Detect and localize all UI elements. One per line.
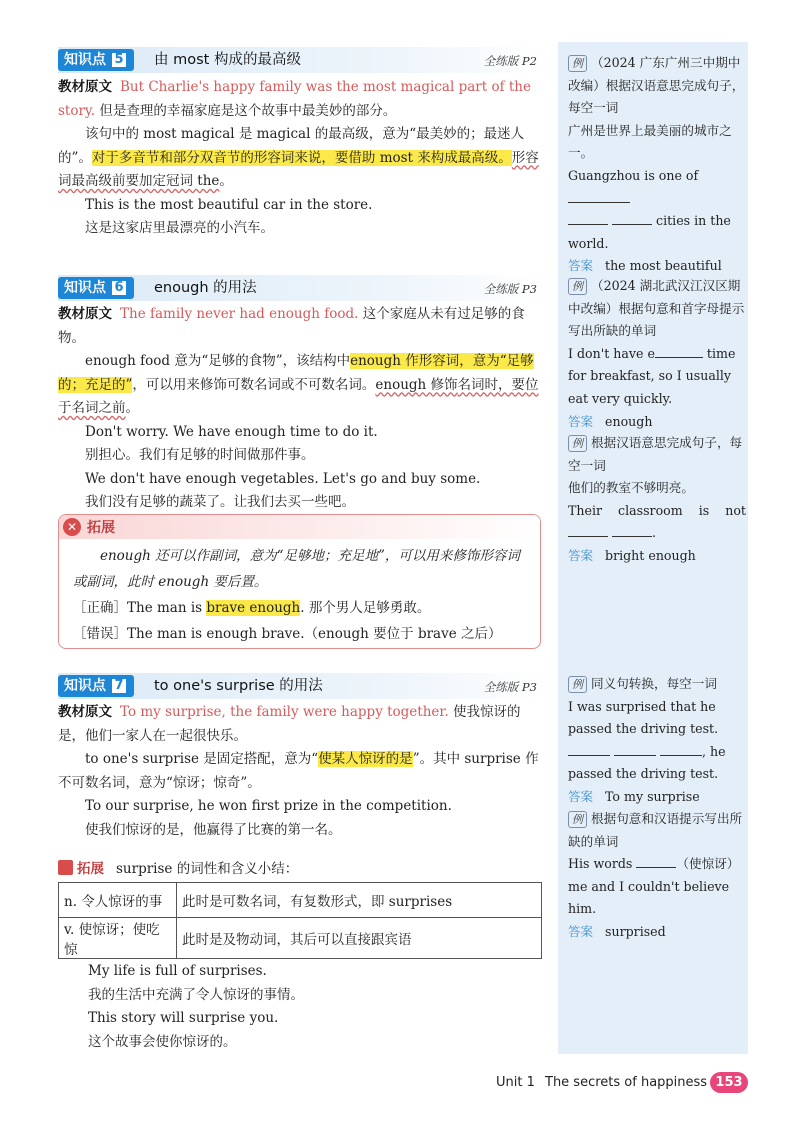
example-english: To our surprise, he won first prize in the competition. xyxy=(85,798,452,814)
exercise-source: 例 根据汉语意思完成句子，每空一词 xyxy=(568,435,743,473)
correct-example: ［正确］The man is brave enough. 那个男人足够勇敢。 xyxy=(73,600,431,616)
source-line xyxy=(58,76,543,123)
section-number: 5 xyxy=(110,51,128,69)
knowledge-point-badge: 知识点 6 xyxy=(58,277,134,299)
section-title: to one's surprise 的用法 xyxy=(154,678,323,694)
source-english: But Charlie's happy family was the most magical part of the story. xyxy=(58,79,531,119)
example-english: We don't have enough vegetables. Let's go and buy some. xyxy=(85,470,481,487)
exercise-source: 例 根据句意和汉语提示写出所缺的单词 xyxy=(568,811,743,849)
source-label: 教材原文 xyxy=(58,79,112,95)
example-tag: 例 xyxy=(568,811,587,828)
highlight-rule: enough 作形容词，意为“足够的；充足的” xyxy=(58,353,534,393)
extension-2-examples xyxy=(58,960,543,1054)
desc-cell: 此时是可数名词，有复数形式，即 surprises xyxy=(177,883,542,918)
extension-header xyxy=(59,515,540,539)
section-reference: 全练版 P2 xyxy=(483,54,537,68)
surprise-summary-table xyxy=(58,882,542,959)
wrong-example: ［错误］The man is enough brave.（enough 要位于 brave 之后） xyxy=(73,626,502,642)
highlight-rule: 使某人惊讶的是 xyxy=(318,751,413,767)
pos-cell: n. 令人惊讶的事 xyxy=(59,883,177,918)
exercise-source: 例 （2024 广东广州三中期中改编）根据汉语意思完成句子，每空一词 xyxy=(568,55,745,116)
desc-cell: 此时是及物动词，其后可以直接跟宾语 xyxy=(177,918,542,959)
source-chinese: 这个家庭从未有过足够的食物。 xyxy=(58,306,525,346)
answer-label: 答案 xyxy=(568,788,594,804)
wavy-rule: 形容词最高级前要加定冠词 the xyxy=(58,149,539,189)
section-number: 7 xyxy=(110,677,128,695)
source-label: 教材原文 xyxy=(58,704,112,720)
source-line xyxy=(58,303,543,350)
exercise-english: I was surprised that he passed the driving test. xyxy=(568,698,719,737)
exercise-1 xyxy=(568,52,746,278)
extension-box xyxy=(58,514,541,649)
footer-title: The secrets of happiness xyxy=(545,1075,708,1090)
table-row xyxy=(59,918,542,959)
wrong-tag: ［错误］ xyxy=(73,626,127,642)
answer-blank[interactable] xyxy=(655,344,703,358)
wavy-rule: 名词时，要位于名词之前 xyxy=(58,376,539,416)
source-chinese: 使我惊讶的是，他们一家人在一起很快乐。 xyxy=(58,704,521,744)
example-chinese: 这个故事会使你惊讶的。 xyxy=(88,1033,237,1050)
exercise-blanks: , he passed the driving test. xyxy=(568,743,726,782)
explanation: enough food 意为“足够的食物”，该结构中enough 作形容词，意为“足够的；充足的”，可以用来修饰可数名词或不可数名词。enough 修饰名词时，要位于名词之前。 xyxy=(58,353,539,416)
exercise-source: 例 同义句转换，每空一词 xyxy=(568,673,746,696)
exercise-english: Their classroom is not xyxy=(568,502,746,518)
wavy-rule: enough 修饰 xyxy=(375,376,458,393)
answer-blank[interactable] xyxy=(660,742,702,756)
example-chinese: 我的生活中充满了令人惊讶的事情。 xyxy=(88,986,304,1003)
answer-blank[interactable] xyxy=(614,742,656,756)
extension-intro: surprise 的词性和含义小结： xyxy=(116,861,299,877)
exercise-answer: 答案 surprised xyxy=(568,923,666,939)
source-english: The family never had enough food. xyxy=(120,306,359,322)
section-number: 6 xyxy=(110,279,128,297)
answer-blank[interactable] xyxy=(612,211,652,225)
answer-label: 答案 xyxy=(568,547,594,563)
section-5-header xyxy=(58,47,543,73)
section-7-header xyxy=(58,673,543,699)
exercise-source: 例 （2024 湖北武汉江汉区期中改编）根据句意和首字母提示写出所缺的单词 xyxy=(568,278,745,339)
section-7-body xyxy=(58,701,543,842)
extension-icon: ✕ xyxy=(63,518,81,536)
hint: （使惊讶） xyxy=(676,856,740,872)
source-chinese: 但是查理的幸福家庭是这个故事中最美妙的部分。 xyxy=(99,102,397,119)
answer-label: 答案 xyxy=(568,413,594,429)
source-line xyxy=(58,701,543,748)
example-tag: 例 xyxy=(568,676,587,693)
example-chinese: 这是这家店里最漂亮的小汽车。 xyxy=(85,220,274,236)
example-chinese: 别担心。我们有足够的时间做那件事。 xyxy=(85,447,315,463)
exercise-english: I don't have e time for breakfast, so I usually eat very quickly. xyxy=(568,345,736,406)
exercise-blanks: . xyxy=(568,522,746,545)
highlight-phrase: brave enough xyxy=(206,600,301,616)
answer-label: 答案 xyxy=(568,258,594,274)
example-english: My life is full of surprises. xyxy=(88,963,267,979)
example-tag: 例 xyxy=(568,55,587,72)
table-row xyxy=(59,883,542,918)
example-chinese: 我们没有足够的蔬菜了。让我们去买一些吧。 xyxy=(85,494,355,510)
section-title: 由 most 构成的最高级 xyxy=(154,52,301,68)
extension-title: 拓展 xyxy=(77,861,104,877)
exercise-chinese: 广州是世界上最美丽的城市之一。 xyxy=(568,122,732,161)
answer-blank[interactable] xyxy=(568,742,610,756)
section-reference: 全练版 P3 xyxy=(483,680,537,694)
extension-icon xyxy=(58,860,73,875)
exercise-english: Guangzhou is one of xyxy=(568,165,746,210)
example-english: This is the most beautiful car in the store. xyxy=(85,196,373,213)
knowledge-point-badge: 知识点 5 xyxy=(58,49,134,71)
section-6-header xyxy=(58,275,543,301)
section-5-body xyxy=(58,76,543,241)
exercise-2 xyxy=(568,275,746,433)
exercise-answer: 答案 enough xyxy=(568,413,653,429)
example-tag: 例 xyxy=(568,435,587,452)
exercise-english: His words （使惊讶） me and I couldn't believe him. xyxy=(568,856,740,917)
exercise-3 xyxy=(568,432,746,568)
exercise-4 xyxy=(568,673,746,809)
example-tag: 例 xyxy=(568,278,587,295)
exercise-answer: 答案 To my surprise xyxy=(568,788,700,804)
exercise-chinese: 他们的教室不够明亮。 xyxy=(568,480,694,496)
exercise-english-cont: cities in the world. xyxy=(568,213,731,251)
answer-label: 答案 xyxy=(568,923,594,939)
example-chinese: 使我们惊讶的是，他赢得了比赛的第一名。 xyxy=(85,821,342,838)
answer-blank[interactable] xyxy=(612,523,652,537)
section-6-body xyxy=(58,303,543,515)
extension-title: 拓展 xyxy=(87,520,115,536)
source-english: To my surprise, the family were happy together. xyxy=(120,704,449,720)
explanation: 该句中的 most magical 是 magical 的最高级，意为“最美妙的；最迷人的”。对于多音节和部分双音节的形容词来说，要借助 most 来构成最高级。形容词最高级前要加定冠词 the。 xyxy=(58,126,539,189)
extension-body xyxy=(73,543,533,647)
source-label: 教材原文 xyxy=(58,306,112,322)
extension-text: enough 还可以作副词，意为“足够地；充足地”，可以用来修饰形容词或副词，此时 enough 要后置。 xyxy=(73,548,520,590)
section-reference: 全练版 P3 xyxy=(483,282,537,296)
exercise-answer: 答案 bright enough xyxy=(568,547,696,563)
exercise-answer: 答案 the most beautiful xyxy=(568,258,722,274)
answer-blank[interactable] xyxy=(636,854,676,868)
explanation: to one's surprise 是固定搭配，意为“使某人惊讶的是”。其中 surprise 作不可数名词，意为“惊讶；惊奇”。 xyxy=(58,751,539,791)
page-number: 153 xyxy=(710,1072,748,1093)
exercise-5 xyxy=(568,808,746,944)
answer-blank[interactable] xyxy=(568,523,608,537)
extension-2-heading xyxy=(58,858,298,880)
footer-unit: Unit 1 xyxy=(496,1075,535,1090)
pos-cell: v. 使惊讶；使吃惊 xyxy=(59,918,177,959)
highlight-rule: 对于多音节和部分双音节的形容词来说，要借助 most 来构成最高级。 xyxy=(91,149,512,166)
example-english: Don't worry. We have enough time to do it. xyxy=(85,423,378,440)
section-title: enough 的用法 xyxy=(154,280,257,296)
example-english: This story will surprise you. xyxy=(88,1010,279,1026)
answer-blank[interactable] xyxy=(568,189,630,203)
correct-tag: ［正确］ xyxy=(73,600,127,616)
answer-blank[interactable] xyxy=(568,211,608,225)
knowledge-point-badge: 知识点 7 xyxy=(58,675,134,697)
